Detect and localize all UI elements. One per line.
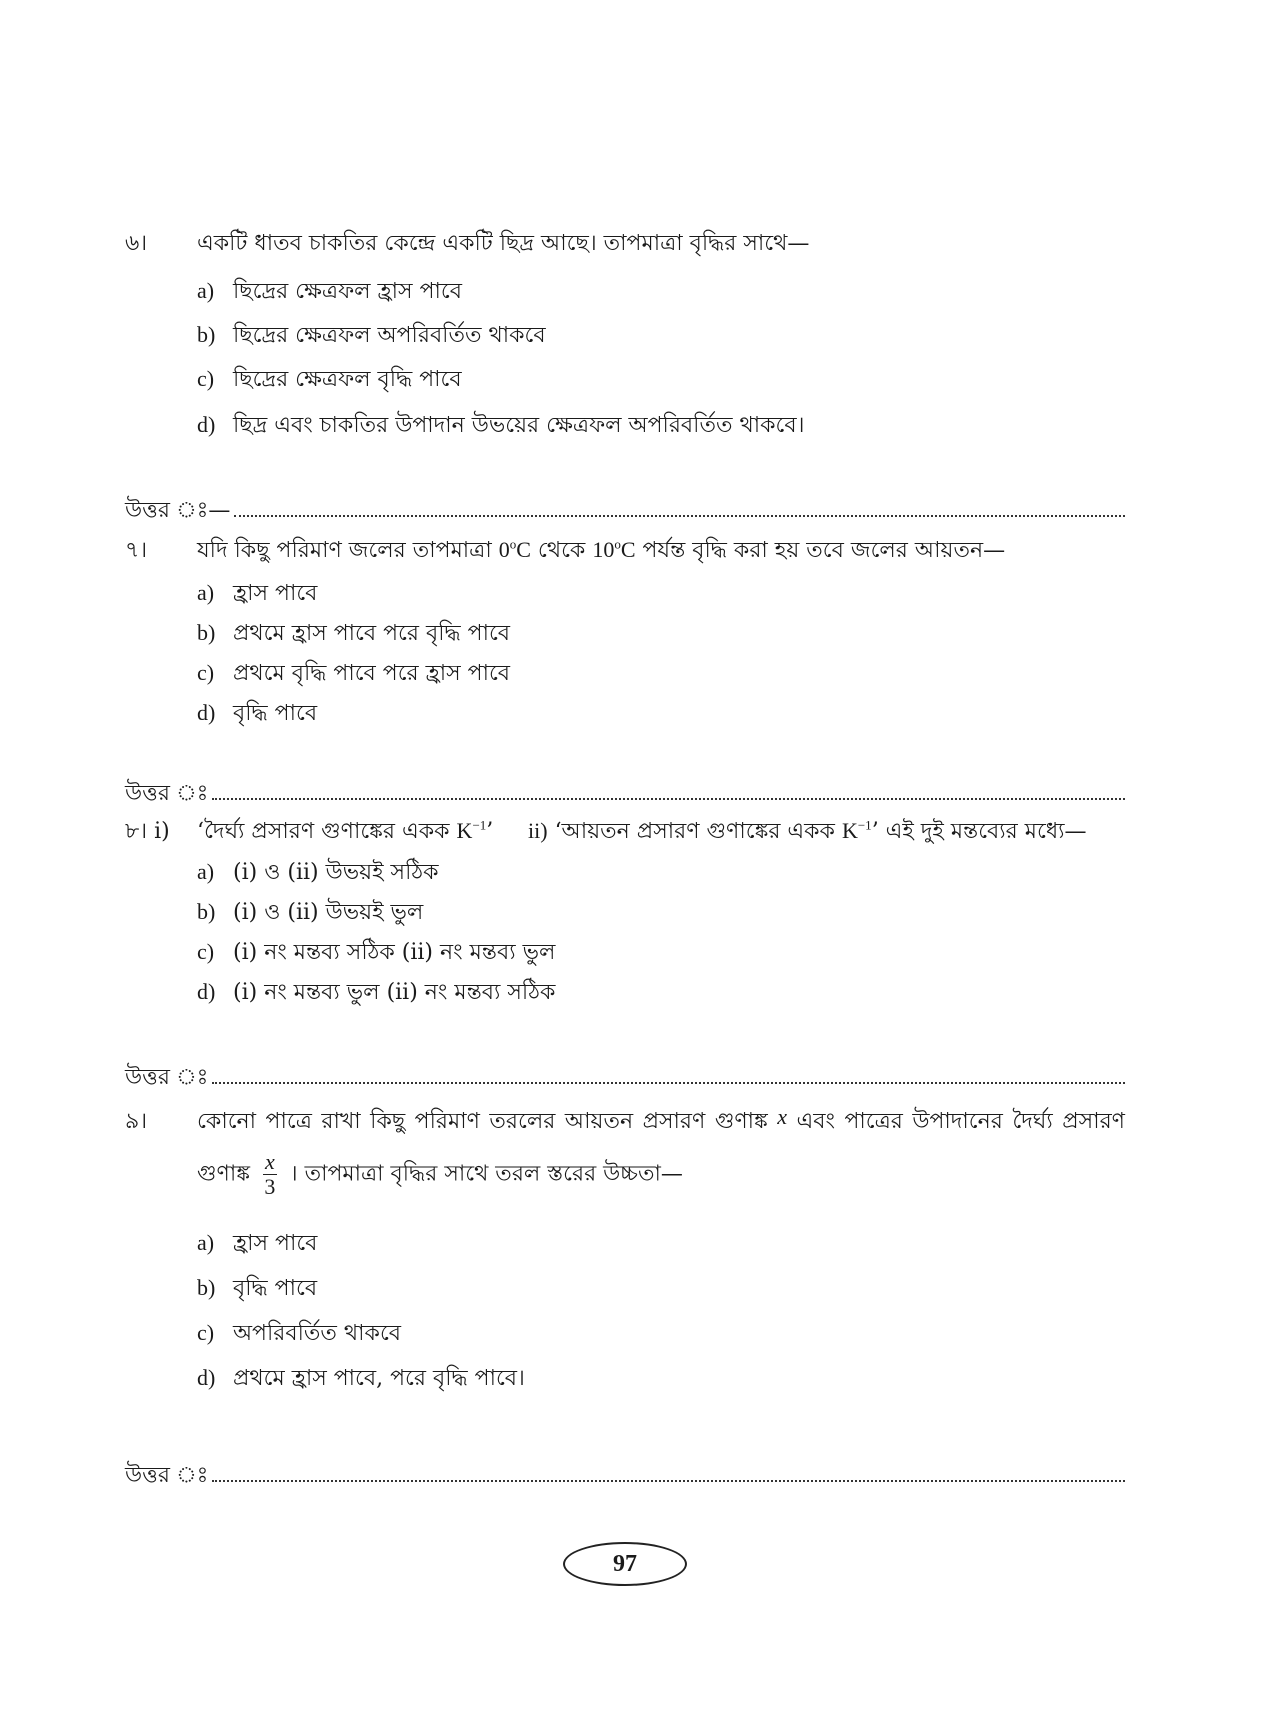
option-b: b) বৃদ্ধি পাবে xyxy=(197,1275,318,1301)
question-text-line-2: গুণাঙ্ক $\frac{x}{3}$ । তাপমাত্রা বৃদ্ধির সাথে তরল স্তরের উচ্চতা— xyxy=(197,1149,683,1200)
question-number: ৯। xyxy=(125,1109,148,1134)
option-c: c) অপরিবর্তিত থাকবে xyxy=(197,1320,402,1346)
answer-line[interactable]: উত্তর ঃ— xyxy=(125,493,1125,530)
question-part-2: ii) ‘আয়তন প্রসারণ গুণাঙ্কের একক $K^{-1}$’ এই দুই মন্তব্যের মধ্যে— xyxy=(528,817,1087,844)
question-number: ৬। xyxy=(125,231,148,256)
question-text-line-1: কোনো পাত্রে রাখা কিছু পরিমাণ তরলের আয়তন প্রসারণ গুণাঙ্ক x এবং পাত্রের উপাদানের দৈর্ঘ্য প্রসারণ xyxy=(197,1104,1125,1134)
answer-dots xyxy=(212,784,1125,800)
option-d: d) বৃদ্ধি পাবে xyxy=(197,700,318,726)
question-text: যদি কিছু পরিমাণ জলের তাপমাত্রা 0$^o$C থেকে 10$^o$C পর্যন্ত বৃদ্ধি করা হয় তবে জলের আয়তন— xyxy=(197,536,1006,563)
option-b: b) ছিদ্রের ক্ষেত্রফল অপরিবর্তিত থাকবে xyxy=(197,322,546,348)
option-a: a) হ্রাস পাবে xyxy=(197,1230,318,1256)
fraction-x-over-3: $\frac{x}{3}$ xyxy=(264,1149,276,1200)
option-d: d) (i) নং মন্তব্য ভুল (ii) নং মন্তব্য সঠিক xyxy=(197,979,556,1005)
page-number: 97 xyxy=(563,1542,687,1586)
option-c: c) ছিদ্রের ক্ষেত্রফল বৃদ্ধি পাবে xyxy=(197,366,462,392)
option-c: c) প্রথমে বৃদ্ধি পাবে পরে হ্রাস পাবে xyxy=(197,660,511,686)
answer-dots xyxy=(212,1466,1125,1482)
option-a: a) হ্রাস পাবে xyxy=(197,580,318,606)
answer-line[interactable]: উত্তর ঃ xyxy=(125,1458,1125,1495)
question-text: একটি ধাতব চাকতির কেন্দ্রে একটি ছিদ্র আছে। তাপমাত্রা বৃদ্ধির সাথে— xyxy=(197,231,810,256)
option-d: d) প্রথমে হ্রাস পাবে, পরে বৃদ্ধি পাবে। xyxy=(197,1365,525,1391)
answer-line[interactable]: উত্তর ঃ xyxy=(125,776,1125,813)
option-a: a) ছিদ্রের ক্ষেত্রফল হ্রাস পাবে xyxy=(197,278,462,304)
option-b: b) প্রথমে হ্রাস পাবে পরে বৃদ্ধি পাবে xyxy=(197,620,511,646)
option-b: b) (i) ও (ii) উভয়ই ভুল xyxy=(197,899,424,925)
answer-dots xyxy=(212,1068,1125,1084)
answer-dots xyxy=(234,501,1125,517)
option-a: a) (i) ও (ii) উভয়ই সঠিক xyxy=(197,859,439,885)
option-d: d) ছিদ্র এবং চাকতির উপাদান উভয়ের ক্ষেত্রফল অপরিবর্তিত থাকবে। xyxy=(197,412,805,438)
question-number: ৭। xyxy=(125,538,148,563)
option-c: c) (i) নং মন্তব্য সঠিক (ii) নং মন্তব্য ভুল xyxy=(197,939,556,965)
question-text: ‘দৈর্ঘ্য প্রসারণ গুণাঙ্কের একক $K^{-1}$’ xyxy=(197,817,494,844)
answer-line[interactable]: উত্তর ঃ xyxy=(125,1060,1125,1097)
question-number: ৮। i) xyxy=(125,819,170,844)
